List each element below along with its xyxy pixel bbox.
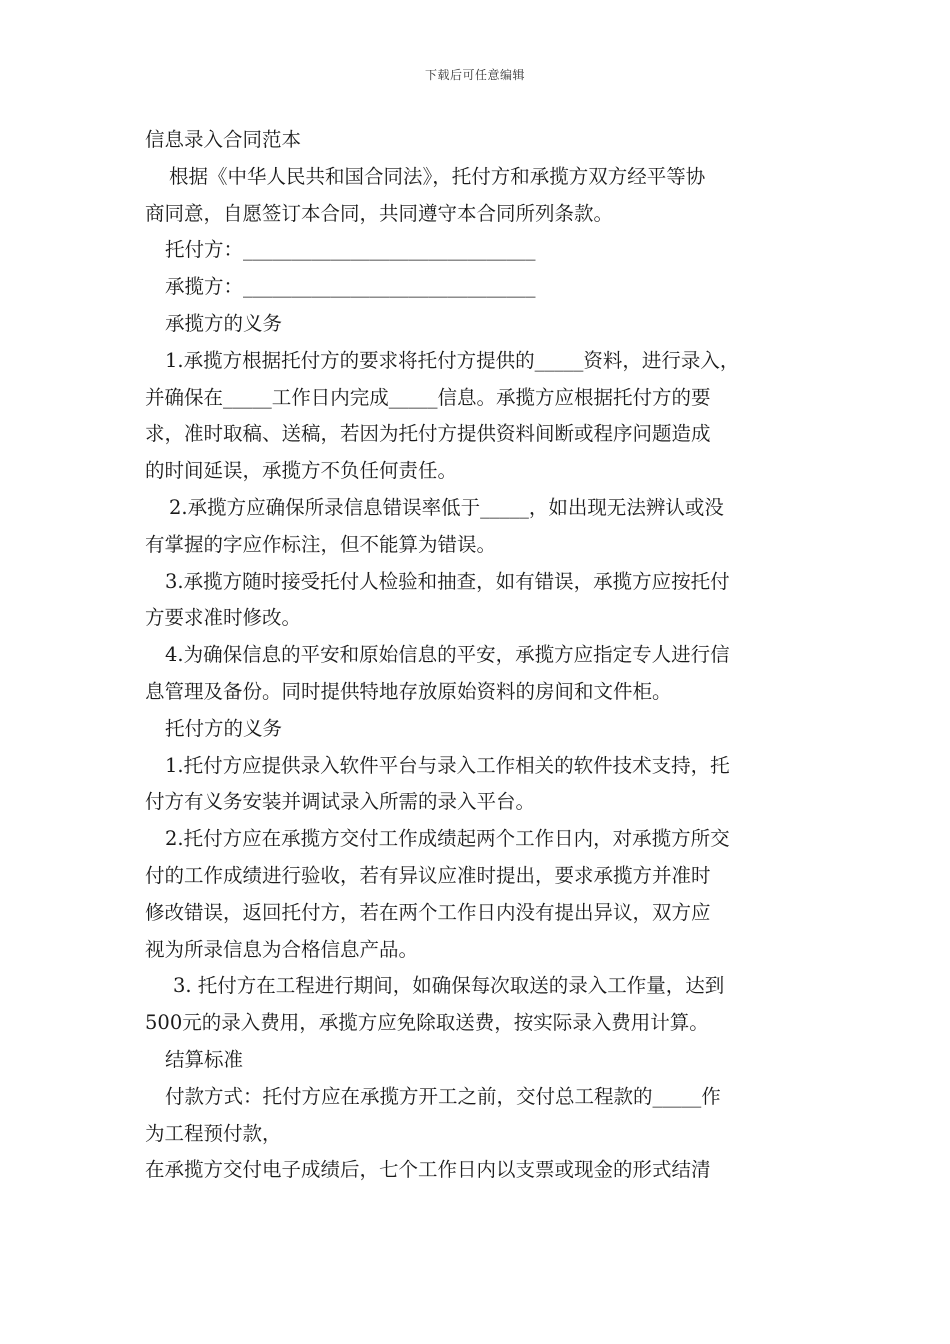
text-line: 的时间延误，承揽方不负任何责任。 xyxy=(145,459,458,483)
text-line: 有掌握的字应作标注，但不能算为错误。 xyxy=(145,532,497,556)
text-line: 根据《中华人民共和国合同法》，托付方和承揽方双方经平等协 xyxy=(169,164,706,188)
text-line: 500元的录入费用，承揽方应免除取送费，按实际录入费用计算。 xyxy=(145,1011,709,1035)
document-body xyxy=(145,122,810,1189)
text-line: 付方有义务安装并调试录入所需的录入平台。 xyxy=(145,790,536,814)
text-line: 付款方式：托付方应在承揽方开工之前，交付总工程款的_____作 xyxy=(165,1084,721,1108)
text-line: 付的工作成绩进行验收，若有异议应准时提出，要求承揽方并准时 xyxy=(145,863,711,887)
text-line: 商同意，自愿签订本合同，共同遵守本合同所列条款。 xyxy=(145,201,614,225)
text-line: 3.承揽方随时接受托付人检验和抽查，如有错误，承揽方应按托付 xyxy=(165,569,730,593)
text-line: 1.承揽方根据托付方的要求将托付方提供的_____资料，进行录入， xyxy=(165,348,740,372)
document-title: 信息录入合同范本 xyxy=(145,128,302,151)
text-line: 3. 托付方在工程进行期间，如确保每次取送的录入工作量，达到 xyxy=(173,974,725,998)
text-line: 方要求准时修改。 xyxy=(145,606,302,630)
page-header: 下载后可任意编辑 xyxy=(424,68,525,82)
text-line: 托付方的义务 xyxy=(165,716,283,740)
text-line: 托付方：______________________________ xyxy=(165,238,536,262)
text-line: 2.托付方应在承揽方交付工作成绩起两个工作日内，对承揽方所交 xyxy=(165,827,730,851)
text-line: 2.承揽方应确保所录信息错误率低于_____，如出现无法辨认或没 xyxy=(169,495,724,519)
text-line: 承揽方的义务 xyxy=(165,311,283,335)
text-line: 修改错误，返回托付方，若在两个工作日内没有提出异议，双方应 xyxy=(145,900,711,924)
text-line: 息管理及备份。同时提供特地存放原始资料的房间和文件柜。 xyxy=(145,679,672,703)
text-line: 4.为确保信息的平安和原始信息的平安，承揽方应指定专人进行信 xyxy=(165,643,730,667)
text-line: 结算标准 xyxy=(165,1047,244,1071)
text-line: 视为所录信息为合格信息产品。 xyxy=(145,937,419,961)
text-line: 承揽方：______________________________ xyxy=(165,275,536,299)
text-line: 为工程预付款， xyxy=(145,1121,282,1145)
text-line: 在承揽方交付电子成绩后，七个工作日内以支票或现金的形式结清 xyxy=(145,1158,711,1182)
text-line: 求，准时取稿、送稿，若因为托付方提供资料间断或程序问题造成 xyxy=(145,422,711,446)
text-line: 并确保在_____工作日内完成_____信息。承揽方应根据托付方的要 xyxy=(145,385,711,409)
text-line: 1.托付方应提供录入软件平台与录入工作相关的软件技术支持，托 xyxy=(165,753,730,777)
